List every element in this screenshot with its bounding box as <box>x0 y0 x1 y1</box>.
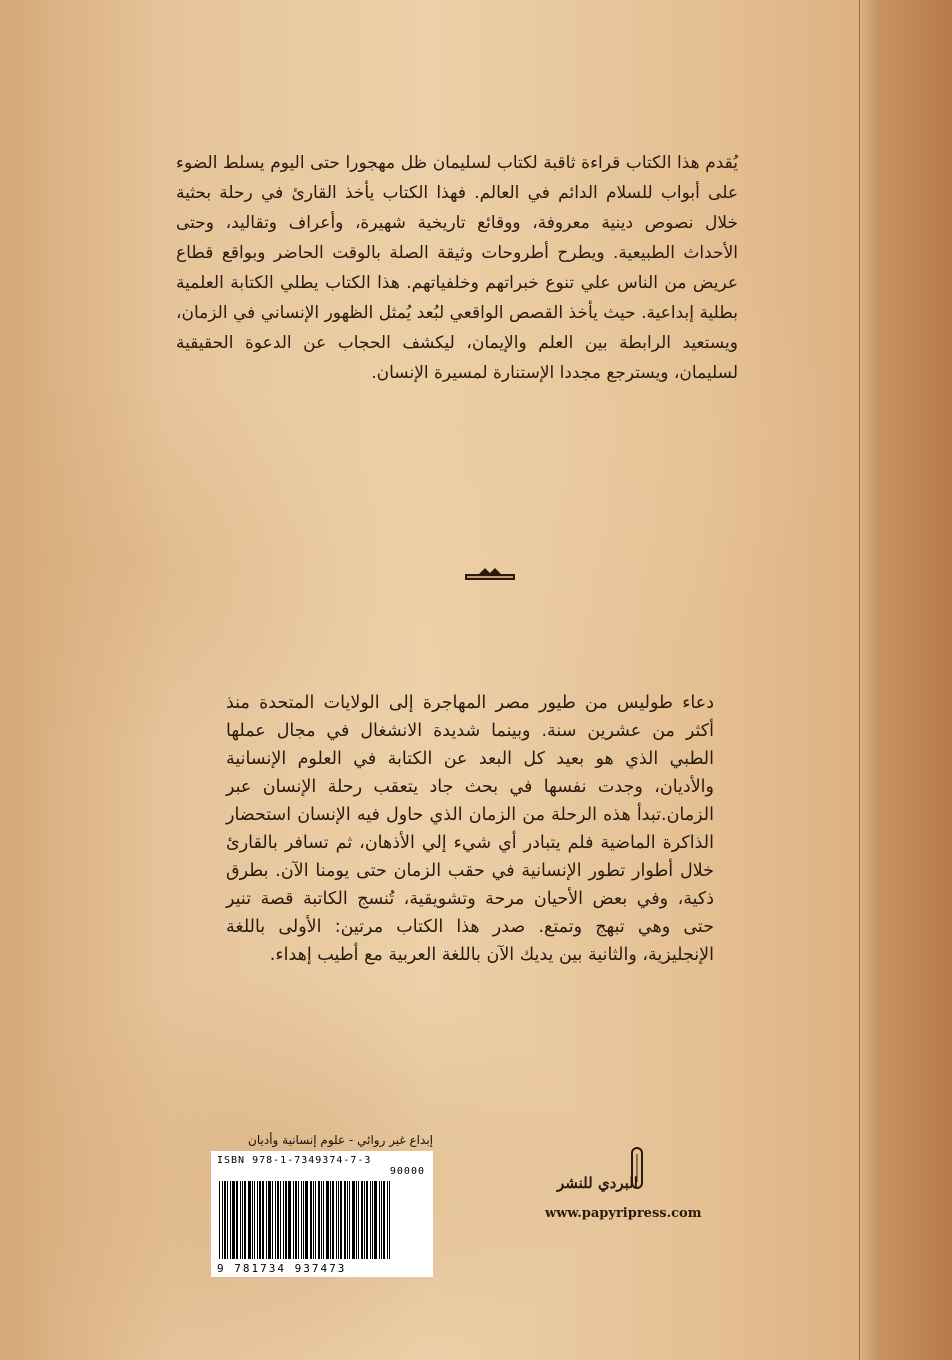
price-code: 90000 <box>389 1166 425 1177</box>
publisher-url: www.papyripress.com <box>545 1206 702 1221</box>
publisher-block <box>545 1140 745 1220</box>
book-spine-edge <box>859 0 952 1360</box>
barcode-bars <box>219 1181 425 1259</box>
publisher-name: البردي للنشر <box>557 1174 638 1192</box>
synopsis-paragraph <box>176 148 738 388</box>
author-bio-paragraph <box>226 689 714 969</box>
isbn-barcode <box>211 1151 433 1277</box>
barcode-block <box>211 1133 433 1277</box>
isbn-number: ISBN 978-1-7349374-7-3 <box>217 1155 372 1166</box>
barcode-digits: 9 781734 937473 <box>217 1262 347 1275</box>
synopsis-text: يُقدم هذا الكتاب قراءة ثاقبة لكتاب لسليمان ظل مهجورا حتى اليوم يسلط الضوء على أبواب للسلام الدائم في العالم. فهذا الكتاب يأخذ القارئ في رحلة بحثية خلال نصوص دينية معروفة، ووقائع تاريخية شهيرة، وأعراف وتقاليد، وحتى الأحداث الطبيعية. ويطرح أطروحات وثيقة الصلة بالوقت الحاضر وبواقع قطاع عريض من الناس علي تنوع خبراتهم وخلفياتهم. هذا الكتاب يطلي الكتابة العلمية بطلية إبداعية. حيث يأخذ القصص الواقعي لبُعد يُمثل الظهور الإنساني في الزمان، ويستعيد الرابطة بين العلم والإيمان، ليكشف الحجاب عن الدعوة الحقيقية لسليمان، ويسترجع مجددا الإستنارة لمسيرة الإنسان. <box>176 153 738 383</box>
genre-label: إبداع غير روائي - علوم إنسانية وأديان <box>248 1133 433 1147</box>
author-bio-text: دعاء طوليس من طيور مصر المهاجرة إلى الولايات المتحدة منذ أكثر من عشرين سنة. وبينما شديدة الانشغال في مجال عملها الطبي الذي هو بعيد كل البعد عن الكتابة في العلوم الإنسانية والأديان، وجدت نفسها في بحث جاد يتعقب رحلة الإنسان عبر الزمان.تبدأ هذه الرحلة من الزمان الذي حاول فيه الإنسان استحضار الذاكرة الماضية فلم يتبادر أي شيء إلي الأذهان، ثم تسافر بالقارئ خلال أطوار تطور الإنسانية في حقب الزمان حتى يومنا الآن. بطرق ذكية، وفي بعض الأحيان مرحة وتشويقية، تُنسج الكاتبة قصة تنير حتى وهي تبهج وتمتع. صدر هذا الكتاب مرتين: الأولى باللغة الإنجليزية، والثانية بين يديك الآن باللغة العربية مع أطيب إهداء. <box>226 693 714 965</box>
ornament-divider <box>465 567 515 581</box>
